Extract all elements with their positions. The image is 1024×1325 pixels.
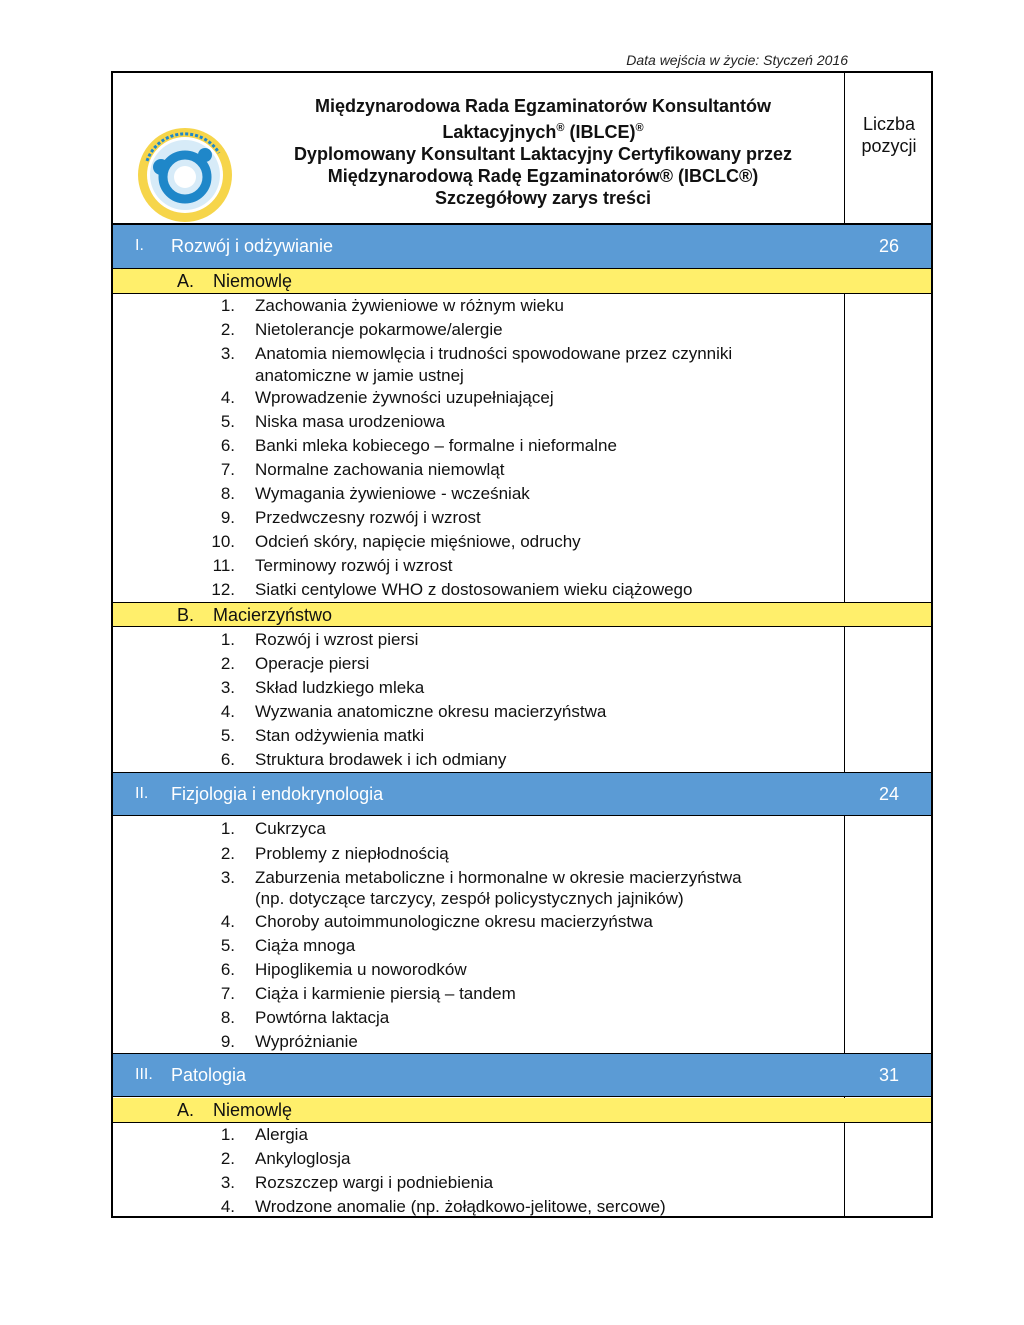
outline-table: Międzynarodowa Rada Egzaminatorów Konsultantów Laktacyjnych® (IBLCE)® Dyplomowany Konsultant Laktacyjny Certyfikowany przez Międzynarodową Radę Egzaminatorów® (IBCLC®) Szczegółowy zarys treści Liczba pozycji I. Rozwój i odżywianie 26 A. Niemowlę 1. Zachowania żywieniowe w różnym wieku 2. Nietolerancje pokarmowe/alergie 3. Anatomia niemowlęcia i trudności spowodowane przez czynniki anatomiczne w jamie ustnej 4. Wprowadzenie żywności uzupełniającej 5. Niska masa urodzeniowa 6. Banki mleka kobiecego – formalne i nieformalne 7. Normalne zachowania niemowląt 8. Wymagania żywieniowe - wcześniak 9. Przedwczesny rozwój i wzrost 10. Odcień skóry, napięcie mięśniowe, odruchy 11. Terminowy rozwój i wzrost 12. Siatki centylowe WHO z dostosowaniem wieku ciążowego B. Macierzyństwo 1. Rozwój i wzrost piersi 2. Operacje piersi 3. Skład ludzkiego mleka 4. Wyzwania anatomiczne okresu macierzyństwa 5. Stan odżywienia matki 6. Struktura brodawek i ich odmiany II. Fizjologia i endokrynologia 24 1. Cukrzyca 2. Problemy z niepłodnością 3. Zaburzenia metaboliczne i hormonalne w okresie macierzyństwa (np. dotyczące tarczycy, zespół policystycznych jajników) 4. Choroby autoimmunologiczne okresu macierzyństwa 5. Ciąża mnoga 6. Hipoglikemia u noworodków 7. Ciąża i karmienie piersią – tandem 8. Powtórna laktacja 9. Wypróżnianie III. Patologia 31 A. Niemowlę 1. Alergia 2. Ankyloglosja 3. Rozszczep wargi i podniebienia 4. Wrodzone anomalie (np. żołądkowo-jelitowe, sercowe) [111,71,933,1218]
section-row: II. Fizjologia i endokrynologia 24 [113,772,931,816]
table-header [113,73,931,225]
section-row: I. Rozwój i odżywianie 26 [113,225,931,269]
section-row: III. Patologia 31 [113,1053,931,1097]
subsection-row: B. Macierzyństwo [113,602,931,627]
subsection-row: A. Niemowlę [113,269,931,294]
document-title: Międzynarodowa Rada Egzaminatorów Konsultantów Laktacyjnych® (IBLCE)® Dyplomowany Konsultant Laktacyjny Certyfikowany przez Międzynarodową Radę Egzaminatorów® (IBCLC®) Szczegółowy zarys treści [293,96,793,208]
item-count-header: Liczba pozycji [861,114,917,156]
effective-date: Data wejścia w życie: Styczeń 2016 [626,52,848,68]
subsection-row: A. Niemowlę [113,1098,931,1123]
iblce-logo-icon [135,125,235,225]
